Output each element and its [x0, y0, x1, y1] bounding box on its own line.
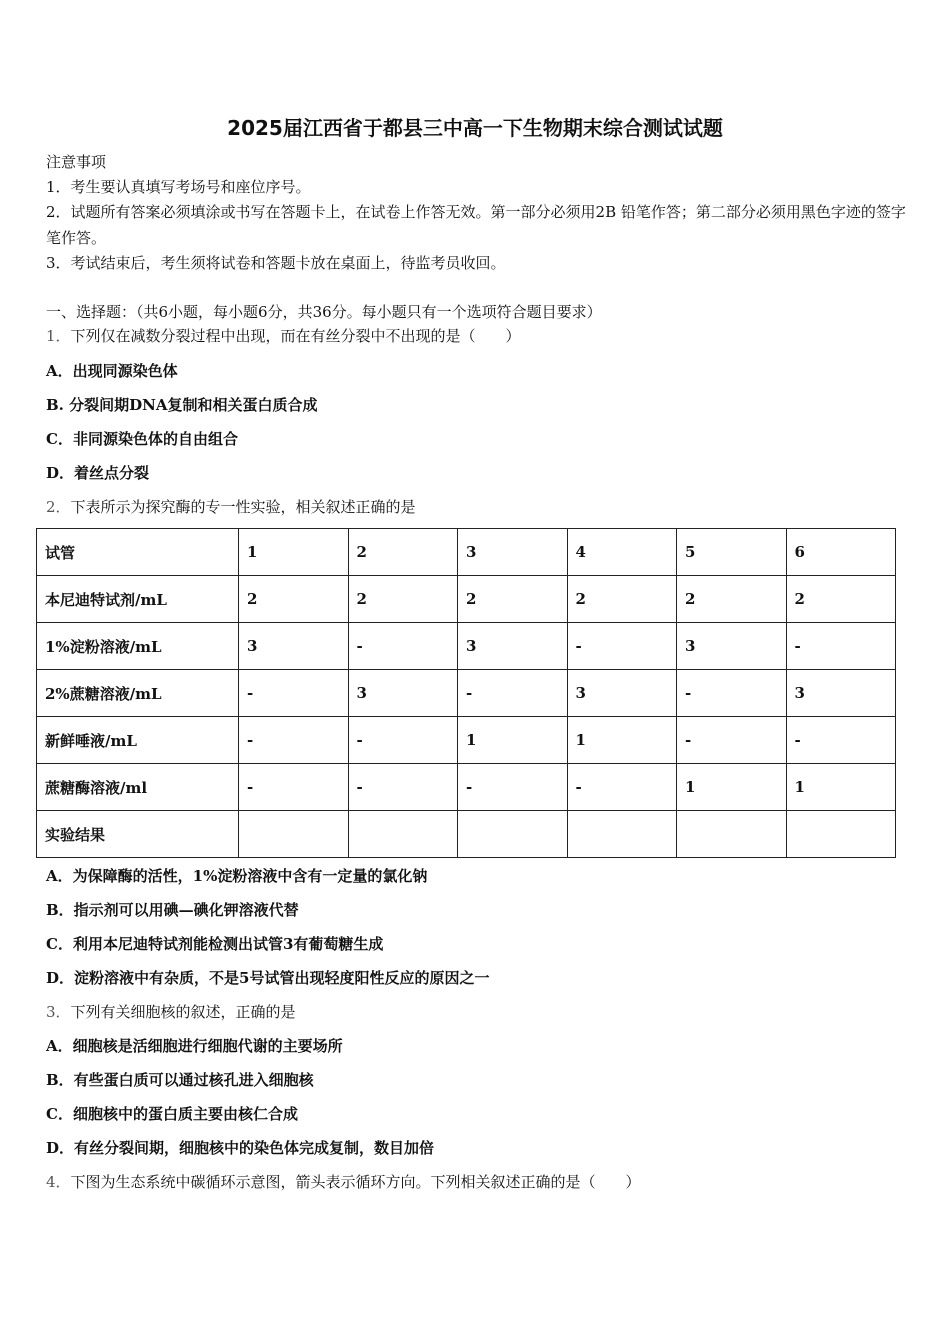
option-d: D．淀粉溶液中有杂质，不是5号试管出现轻度阳性反应的原因之一	[46, 969, 490, 987]
table-row	[37, 764, 896, 811]
question-number: 3．	[46, 1003, 71, 1021]
table-cell: 3	[677, 623, 787, 670]
table-row-header: 1%淀粉溶液/mL	[37, 623, 239, 670]
table-cell	[786, 811, 896, 858]
table-cell: 5	[677, 529, 787, 576]
option-c: C．细胞核中的蛋白质主要由核仁合成	[46, 1105, 298, 1123]
question-number: 4．	[46, 1173, 71, 1191]
table-cell: -	[348, 764, 458, 811]
table-cell	[458, 811, 568, 858]
table-cell: -	[458, 670, 568, 717]
table-cell: 3	[458, 529, 568, 576]
table-cell: 3	[786, 670, 896, 717]
question-3	[46, 1002, 296, 1022]
table-cell: 3	[348, 670, 458, 717]
table-cell: 1	[458, 717, 568, 764]
table-cell: -	[239, 717, 349, 764]
table-cell	[239, 811, 349, 858]
option-a: A．出现同源染色体	[46, 362, 178, 380]
question-number: 1．	[46, 327, 71, 345]
table-cell: 2	[458, 576, 568, 623]
table-cell: 2	[567, 576, 677, 623]
table-cell: 1	[239, 529, 349, 576]
table-cell: 3	[567, 670, 677, 717]
option-b: B. 分裂间期DNA复制和相关蛋白质合成	[46, 396, 318, 414]
table-cell: 2	[348, 529, 458, 576]
section-heading: 一、选择题：（共6小题，每小题6分，共36分。每小题只有一个选项符合题目要求）	[46, 303, 602, 321]
table-cell: 2	[348, 576, 458, 623]
table-cell: -	[677, 670, 787, 717]
table-cell: -	[786, 623, 896, 670]
table-cell	[348, 811, 458, 858]
table-row	[37, 623, 896, 670]
table-row	[37, 717, 896, 764]
question-4	[46, 1172, 641, 1192]
option-a: A．为保障酶的活性，1%淀粉溶液中含有一定量的氯化钠	[46, 867, 428, 885]
table-cell: 1	[677, 764, 787, 811]
option-d: D．有丝分裂间期，细胞核中的染色体完成复制，数目加倍	[46, 1139, 435, 1157]
option-a: A．细胞核是活细胞进行细胞代谢的主要场所	[46, 1037, 343, 1055]
table-cell: 2	[239, 576, 349, 623]
table-cell: 2	[677, 576, 787, 623]
table-cell: 1	[567, 717, 677, 764]
table-row	[37, 529, 896, 576]
table-row	[37, 811, 896, 858]
notice-item: 1．考生要认真填写考场号和座位序号。	[46, 178, 311, 196]
experiment-table	[36, 528, 896, 858]
option-c: C．利用本尼迪特试剂能检测出试管3有葡萄糖生成	[46, 935, 384, 953]
notice-item: 3．考试结束后，考生须将试卷和答题卡放在桌面上，待监考员收回。	[46, 254, 506, 272]
option-b: B．指示剂可以用碘—碘化钾溶液代替	[46, 901, 299, 919]
option-d: D．着丝点分裂	[46, 464, 150, 482]
table-row-header: 新鲜唾液/mL	[37, 717, 239, 764]
table-cell: 1	[786, 764, 896, 811]
table-row	[37, 576, 896, 623]
question-stem: 下表所示为探究酶的专一性实验，相关叙述正确的是	[70, 498, 416, 516]
table-row-header: 2%蔗糖溶液/mL	[37, 670, 239, 717]
table-cell: -	[239, 670, 349, 717]
page-title: 2025届江西省于都县三中高一下生物期末综合测试试题	[227, 116, 723, 140]
table-row-header: 实验结果	[37, 811, 239, 858]
table-cell: 4	[567, 529, 677, 576]
table-cell	[567, 811, 677, 858]
option-b: B．有些蛋白质可以通过核孔进入细胞核	[46, 1071, 314, 1089]
table-cell: -	[567, 764, 677, 811]
table-cell: -	[458, 764, 568, 811]
table-cell: -	[567, 623, 677, 670]
table-row	[37, 670, 896, 717]
notice-heading: 注意事项	[46, 153, 107, 171]
table-row-header: 蔗糖酶溶液/ml	[37, 764, 239, 811]
table-cell: 6	[786, 529, 896, 576]
table-cell: -	[677, 717, 787, 764]
table-cell	[677, 811, 787, 858]
question-number: 2．	[46, 498, 71, 516]
option-c: C．非同源染色体的自由组合	[46, 430, 238, 448]
table-cell: 3	[239, 623, 349, 670]
question-stem: 下列仅在减数分裂过程中出现，而在有丝分裂中不出现的是（ ）	[70, 327, 521, 345]
table-row-header: 试管	[37, 529, 239, 576]
table-cell: 2	[786, 576, 896, 623]
table-cell: -	[348, 717, 458, 764]
table-cell: -	[239, 764, 349, 811]
table-cell: -	[786, 717, 896, 764]
table-cell: 3	[458, 623, 568, 670]
table-row-header: 本尼迪特试剂/mL	[37, 576, 239, 623]
notice-item: 2．试题所有答案必须填涂或书写在答题卡上，在试卷上作答无效。第一部分必须用2B 铅笔作答；第二部分必须用黑色字迹的签字笔作答。	[46, 203, 906, 247]
question-stem: 下列有关细胞核的叙述，正确的是	[70, 1003, 296, 1021]
question-stem: 下图为生态系统中碳循环示意图，箭头表示循环方向。下列相关叙述正确的是（ ）	[70, 1173, 641, 1191]
table-cell: -	[348, 623, 458, 670]
question-1	[46, 326, 521, 346]
question-2	[46, 497, 416, 517]
